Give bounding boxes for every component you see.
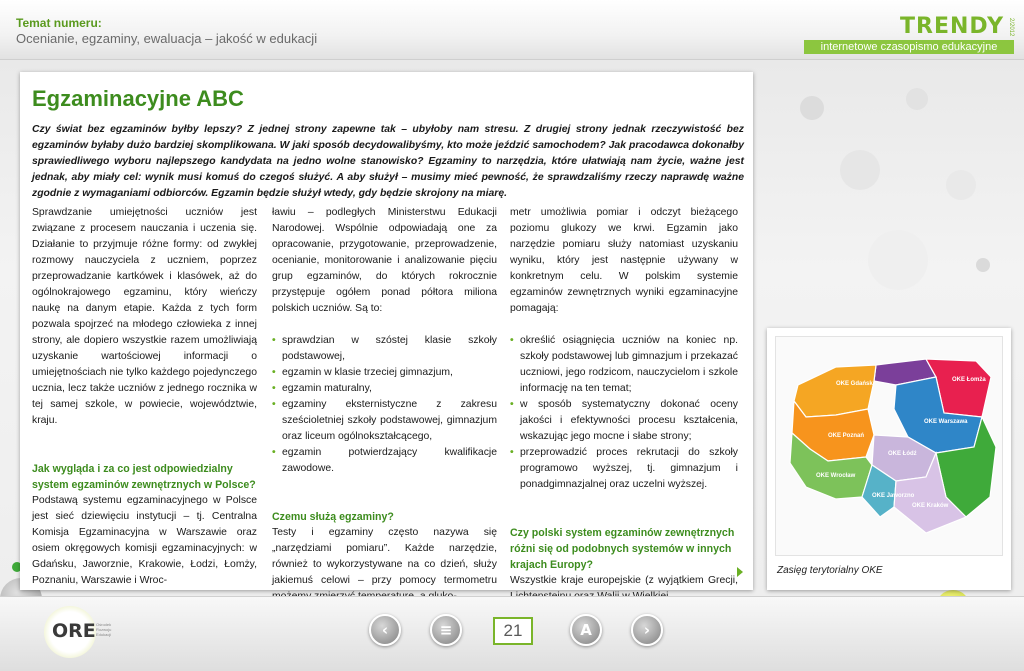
oke-map: [775, 336, 1003, 556]
list-item: • egzamin w klasie trzeciej gimnazjum,: [272, 365, 497, 381]
column-2: [272, 205, 497, 605]
next-page-button[interactable]: ›: [631, 614, 663, 646]
decor-bubble: [800, 96, 824, 120]
menu-list-button[interactable]: ≡: [430, 614, 462, 646]
section-heading: Czy polski system egzaminów zewnętrznych różni się od podobnych systemów w innych krajach Europy?: [510, 527, 735, 571]
exam-list: [272, 333, 497, 477]
decor-bubble: [976, 258, 990, 272]
region-label-poznan: OKE Poznań: [828, 433, 865, 439]
decor-bubble: [868, 230, 928, 290]
paragraph: Podstawą systemu egzaminacyjnego w Polsce jest sieć dziewięciu instytucji – tj. Centralna Komisja Egzaminacyjna w Warszawie oraz osiem okręgowych komisji egzaminacyjnych: w Gdańsku, Jaworznie, Krakowie, Łodzi, Łomży, Poznaniu, Warszawie i Wroc-: [32, 495, 257, 586]
list-item: • egzamin potwierdzający kwalifikacje zawodowe.: [272, 445, 497, 477]
paragraph: metr umożliwia pomiar i odczyt bieżącego poziomu glukozy we krwi. Egzamin jako narzędzie pomiaru służy natomiast uzyskaniu wyniku, który jest następnie używany w konkretnym celu. W polskim systemie egzaminów zewnętrznych wyniki egzaminacyjne pomagają:: [510, 207, 738, 314]
brand-tagline: internetowe czasopismo edukacyjne: [804, 40, 1014, 54]
poland-map-icon: [776, 337, 1004, 557]
list-item: • sprawdzian w szóstej klasie szkoły podstawowej,: [272, 333, 497, 365]
region-label-wroclaw: OKE Wrocław: [816, 473, 856, 479]
region-label-jaworzno: OKE Jaworzno: [872, 493, 915, 499]
paragraph: Wszystkie kraje europejskie (z wyjątkiem Grecji,: [510, 575, 738, 586]
list-item: • egzaminy eksternistyczne z zakresu sześcioletniej szkoły podstawowej, gimnazjum oraz liceum ogólnokształcącego,: [272, 397, 497, 445]
brand-year: 2/2012: [1008, 18, 1014, 37]
logo-subtitle: Ośrodek Rozwoju Edukacji: [96, 622, 112, 637]
map-figure: [767, 328, 1011, 590]
list-item: • w sposób systematyczny dokonać oceny jakości i efektywności procesu kształcenia, wskazując jego mocne i słabe strony;: [510, 397, 738, 445]
logo-text: ORE: [52, 620, 96, 642]
article-lead: Czy świat bez egzaminów byłby lepszy? Z jednej strony zapewne tak – ubyłoby nam stresu. Z drugiej strony jednak rzeczywistość bez egzaminów byłaby dużo bardziej skomplikowana. W jaki sposób decydowalibyśmy, kto może jeździć samochodem? Jak pracodawca dokonałby sprawiedliwego wyboru najlepszego kandydata na jedno wolne stanowisko? Egzaminy to narzędzia, które ułatwiają nam życie, ważne jest jednak, aby miały cel: wynik musi komuś do czegoś służyć. A aby służył – musimy mieć pewność, że sprawdzaliśmy rzeczy naprawdę ważne zgodnie z wymaganiami odbiorców. Egzamin będzie służył wtedy, gdy będzie skrojony na miarę.: [32, 124, 744, 199]
font-size-button[interactable]: A: [570, 614, 602, 646]
header-bar: [0, 0, 1024, 60]
prev-page-button[interactable]: ‹: [369, 614, 401, 646]
region-label-lodz: OKE Łódź: [888, 451, 917, 457]
region-label-lomza: OKE Łomża: [952, 377, 986, 383]
decor-bubble: [946, 170, 976, 200]
continue-arrow-icon: [737, 567, 743, 577]
section-heading: Jak wygląda i za co jest odpowiedzialny system egzaminów zewnętrznych w Polsce?: [32, 463, 256, 491]
paragraph: ławiu – podległych Ministerstwu Edukacji Narodowej. Wspólnie odpowiadają one za opracowanie, przygotowanie, przeprowadzenie, ocenianie, monitorowanie i analizowanie pięciu grup egzaminów, do których rokrocznie przystępuje ogółem ponad półtora miliona polskich uczniów. Są to:: [272, 207, 497, 314]
ore-logo[interactable]: [44, 606, 122, 658]
decor-bubble: [840, 150, 880, 190]
list-item: • przeprowadzić proces rekrutacji do szkoły programowo wyższej, tj. gimnazjum i ponadgimnazjalnej oraz uczelni wyższej.: [510, 445, 738, 493]
brand-name: TRENDY: [900, 14, 1004, 39]
page-number: 21: [493, 617, 533, 645]
paragraph: Testy i egzaminy często nazywa się „narzędziami pomiaru”. Każde narzędzie, również to wykorzystywane na co dzień, służy jakiemuś celowi – przy pomocy termometru: [272, 527, 497, 586]
region-label-krakow: OKE Kraków: [912, 503, 949, 509]
column-1: [32, 205, 257, 589]
topic-title: Ocenianie, egzaminy, ewaluacja – jakość w edukacji: [16, 31, 318, 46]
brand-logo: [900, 14, 1014, 39]
figure-caption: Zasięg terytorialny OKE: [777, 565, 883, 576]
purpose-list: [510, 333, 738, 493]
region-label-gdansk: OKE Gdańsk: [836, 381, 873, 387]
paragraph: Sprawdzanie umiejętności uczniów jest związane z procesem nauczania i uczenia się. Działanie to przyjmuje różne formy: od zwykłej rozmowy nauczyciela z uczniem, poprzez przeprowadzanie kartkówek i klasówek, aż do ogólnokrajowego egzaminu, który wieńczy naukę na danym etapie. Każda z tych form pozwala spojrzeć na młodego człowieka z innej strony, ale dopiero wszystkie razem umożliwiają uzyskanie wartościowej informacji o umiejętnościach nie tylko każdego pojedynczego ucznia, lecz także uczniów z jednego rocznika w tej samej szkole, w powiecie, województwie, kraju.: [32, 207, 257, 426]
article-title: Egzaminacyjne ABC: [32, 86, 244, 111]
list-item: • egzamin maturalny,: [272, 381, 497, 397]
article-page: [20, 72, 753, 590]
section-heading: Czemu służą egzaminy?: [272, 511, 394, 523]
list-item: • określić osiągnięcia uczniów na koniec np. szkoły podstawowej lub gimnazjum i przekazać uczniowi, jego rodzicom, nauczycielom i szkole informację na ten temat;: [510, 333, 738, 397]
topic-label: Temat numeru:: [16, 16, 102, 30]
region-label-warszawa: OKE Warszawa: [924, 419, 968, 425]
decor-bubble: [906, 88, 928, 110]
column-3: [510, 205, 738, 605]
